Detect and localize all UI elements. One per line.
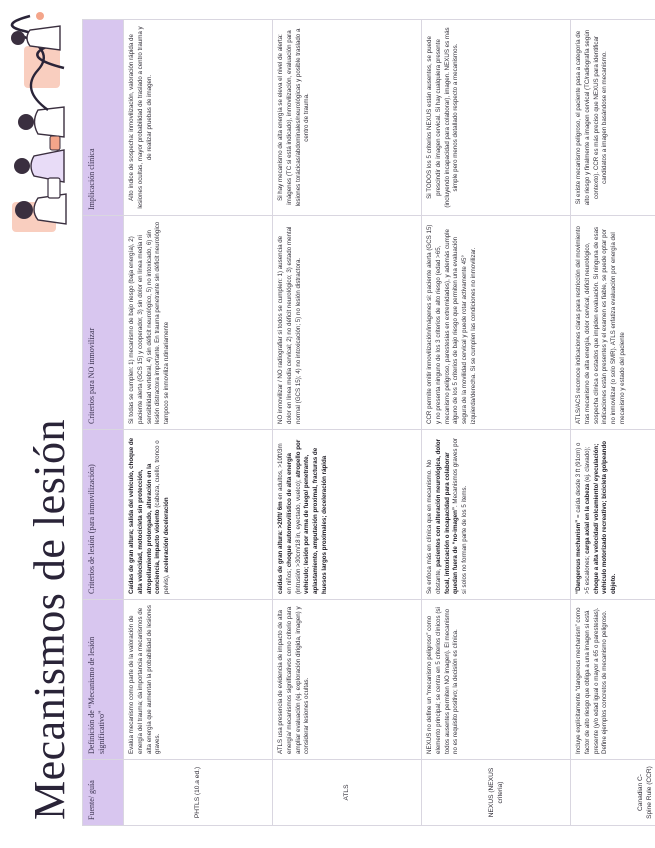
cell-definicion: Evalúa mecanismo como parte de la valoración de energía del trauma; da importancia a mecanismos de alta energía que aumentan la probabilidad de lesiones graves. xyxy=(124,600,273,760)
table-row xyxy=(422,20,571,826)
page-title: Mecanismos de lesión xyxy=(25,418,74,820)
injury-mechanism-table xyxy=(82,19,655,826)
cell-fuente: ATLS xyxy=(273,760,422,826)
people-illustration xyxy=(4,6,76,238)
cell-implicacion: Si TODOS los 5 criterios NEXUS están ausentes, se puede prescindir de imagen cervical. Si hay cualquiera presente (incluyendo incapacidad para colaborar), imagen. NEXUS es más simple pero menos detallado respecto a mecanismos. xyxy=(422,20,571,216)
col-header-no-inmovilizar: Criterios para NO inmovilizar xyxy=(83,216,124,430)
cell-criterios: Caídas de gran altura; salida del vehículo, choque de alta velocidad, motocicleta sin protección, atropellamiento prolongado, alteración en la conciencia, impacto violento (cabeza, cuello, tronco o pelvis), aceleración/ deceleración xyxy=(124,430,273,600)
cell-fuente: NEXUS (NEXUS criteria) xyxy=(422,760,571,826)
cell-definicion: Incluye explícitamente “dangerous mechanism” como factor de alto riesgo que obliga a una imagen si está presente (y/o edad igual o mayor a 65 o parestesias). Define ejemplos concretos de mecanismo peligroso. xyxy=(571,600,655,760)
cell-implicacion: Si existe mecanismo peligroso, el paciente pasa a categoría de alto riesgo y finalmente a imagen cervical (TC/radiografía según contexto). CCR es más preciso que NEXUS para identificar candidatos a imagen basándose en mecanismo. xyxy=(571,20,655,216)
cell-criterios: caídas de gran altura: >20ft/ 6m en adultos, >10ft/3m en niños; choque automovilístico de alta energía (intrusión >30cm/18 in, eyectado, vuelco); atropello por vehículo; lesión por arma de fuego/ penetrante, aplastamiento, amputación proximal, fracturas de huesos largos proximales; deceleración rápida xyxy=(273,430,422,600)
cell-fuente: Canadian C- Spine Rule (CCR) xyxy=(571,760,655,826)
table-row xyxy=(273,20,422,826)
cell-criterios: Se enfoca más en clínica que en mecanismo. No obstante, pacientes con alteración neurológica, dolor focal, intoxicación o incapacidad para colaborar quedan fuera de “no-imagen”. Mecanismos graves por sí solos no forman parte de los 5 ítems. xyxy=(422,430,571,600)
cell-implicacion: Si hay mecanismo de alta energía se eleva el nivel de alerta: imágenes (TC si está indicado), inmovilización, evaluación para lesiones torácicas/abdominales/neurológicas y posible traslado a centro de trauma. xyxy=(273,20,422,216)
cell-no-inmovilizar: Si todas se cumplen: 1) mecanismo de bajo riesgo (baja energía), 2) paciente alerta (GCS 15) y cooperador, 3) sin dolor en línea media ni sensibilidad vertebral, 4) sin déficit neurológico, 5) no intoxicado, 6) sin lesión distractora importante. En trauma penetrante sin déficit neurológico tampoco se inmoviliza rutinariamente xyxy=(124,216,273,430)
cell-definicion: NEXUS no define un “mecanismo peligroso” como elemento principal; se centra en 5 criterios clínicos (si todos ausentes permiten NO imagen). El mecanismo no es requisito positivo; la decisión es clínica. xyxy=(422,600,571,760)
header-row xyxy=(83,20,124,826)
col-header-definicion: Definición de “Mecanismo de lesión significativo” xyxy=(83,600,124,760)
cell-fuente: PHTLS (10.a ed.) xyxy=(124,760,273,826)
col-header-implicacion: Implicación clínica xyxy=(83,20,124,216)
cell-no-inmovilizar: NO inmovilizar / NO radiografiar si todos se cumplen: 1) ausencia de dolor en línea media cervical; 2) no déficit neurológico; 3) estado mental normal (GCS 15); 4) no intoxicación; 5) no lesión distractora. xyxy=(273,216,422,430)
table-row xyxy=(571,20,655,826)
col-header-fuente: Fuente/ guía xyxy=(83,760,124,826)
table-row xyxy=(124,20,273,826)
col-header-criterios: Criterios de lesión (para inmovilización) xyxy=(83,430,124,600)
cell-implicacion: Alto índice de sospecha: inmovilización, valoración rápida de lesiones ocultas, mayor probabilidad de traslado a centro trauma y de realizar pruebas de imagen. xyxy=(124,20,273,216)
cell-no-inmovilizar: CCR permite omitir inmovilización/imágenes si: paciente alerta (GCS 15) y no presenta ninguno de los 3 criterios de alto riesgo (edad >65, mecanismo peligroso, parestesias en extremidades), y además cumple alguno de los 5 criterios de bajo riesgo que permiten una evaluación segura de la movilidad cervical y puede rotar activamente 45° izquierda/derecha. Si se cumplen las condiciones no inmovilizar. xyxy=(422,216,571,430)
cell-criterios: “Dangerous mechanism” = caída desde 3 ft (91cm) o >5 escalones; carga axial en la cabeza (ej. clavado); choque a alta velocidad/ volcamiento/ eyeculación; vehículo motorizado recreativo; bicicleta golpeando objeto. xyxy=(571,430,655,600)
cell-definicion: ATLS usa presencia de evidencia de impacto de alta energía/ mecanismos significativos como criterio para ampliar evaluación (ej. exploración dirigida, imagen) y considerar lesiones ocultas. xyxy=(273,600,422,760)
cell-no-inmovilizar: ATLS/ACS reconoce indicaciones claras para restricción del movimiento tras mecanismo de alta energía, dolor cervical, déficit neurológico, sospecha clínica o estados que impiden evaluación. Si ninguna de esas indicaciones están presentes y el examen es fiable, se puede optar por no inmovilizar (o solo SMR). ATLS enfatiza evaluación por energía del mecanismo y estado del paciente xyxy=(571,216,655,430)
